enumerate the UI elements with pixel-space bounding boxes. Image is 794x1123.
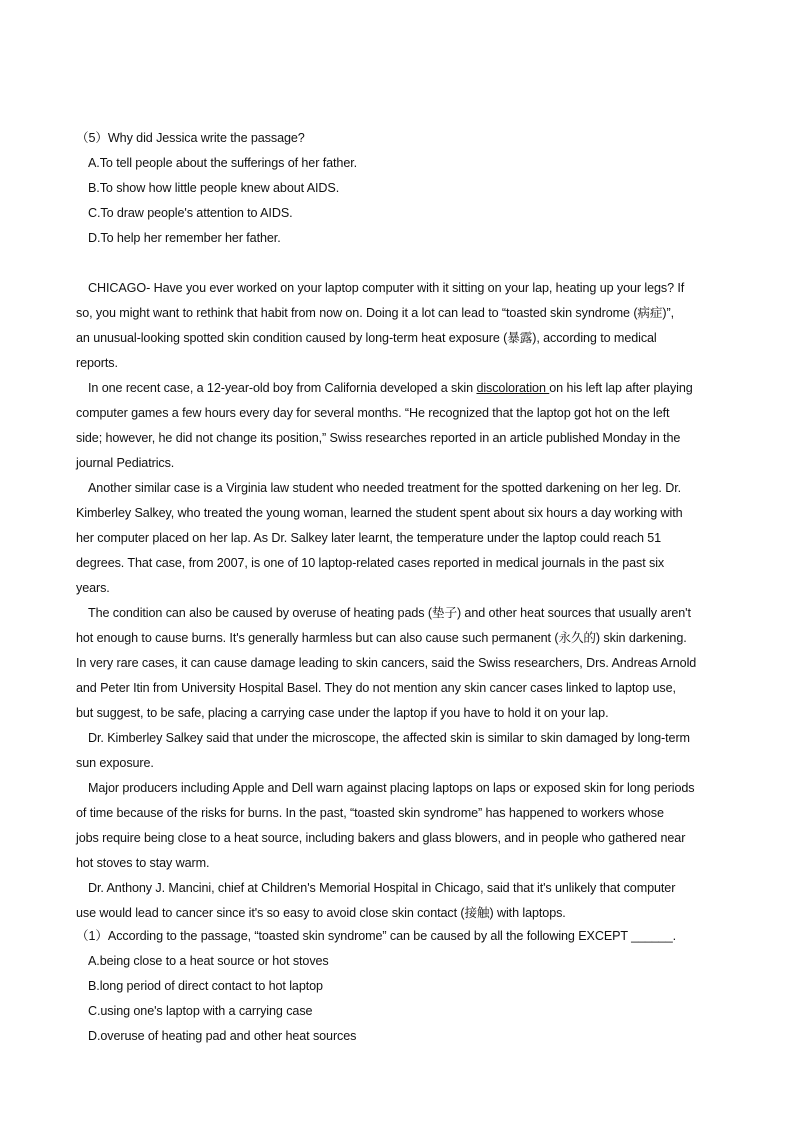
passage-line: side; however, he did not change its position,” Swiss researches reported in an article published Monday in the bbox=[76, 431, 681, 445]
option-a: A.To tell people about the sufferings of her father. bbox=[88, 156, 358, 170]
passage-line: hot enough to cause burns. It's generally harmless but can also cause such permanent (永久的) skin darkening. bbox=[76, 631, 687, 645]
passage-line: The condition can also be caused by overuse of heating pads (垫子) and other heat sources that usually aren't bbox=[88, 606, 691, 620]
passage-line: computer games a few hours every day for several months. “He recognized that the laptop got hot on the left bbox=[76, 406, 670, 420]
passage-line: years. bbox=[76, 581, 110, 595]
passage-line: sun exposure. bbox=[76, 756, 154, 770]
passage-line: use would lead to cancer since it's so easy to avoid close skin contact (接触) with laptops. bbox=[76, 906, 566, 920]
paragraph-3 bbox=[76, 476, 724, 601]
question-text: （5）Why did Jessica write the passage? bbox=[76, 131, 305, 145]
question-1 bbox=[76, 924, 724, 1049]
passage-line: degrees. That case, from 2007, is one of 10 laptop-related cases reported in medical journals in the past six bbox=[76, 556, 665, 570]
passage-line: Another similar case is a Virginia law student who needed treatment for the spotted darkening on her leg. Dr. bbox=[88, 481, 682, 495]
passage-line: an unusual-looking spotted skin condition caused by long-term heat exposure (暴露), according to medical bbox=[76, 331, 657, 345]
paragraph-1 bbox=[76, 276, 724, 376]
paragraph-6 bbox=[76, 776, 724, 876]
question-text: （1）According to the passage, “toasted skin syndrome” can be caused by all the following EXCEPT ______. bbox=[76, 929, 677, 943]
option-c: C.using one's laptop with a carrying case bbox=[88, 1004, 313, 1018]
passage-line: her computer placed on her lap. As Dr. Salkey later learnt, the temperature under the laptop could reach 51 bbox=[76, 531, 662, 545]
question-5 bbox=[76, 126, 724, 251]
passage-line: and Peter Itin from University Hospital Basel. They do not mention any skin cancer cases linked to laptop use, bbox=[76, 681, 676, 695]
paragraph-4 bbox=[76, 601, 724, 726]
paragraph-2 bbox=[76, 376, 724, 476]
option-b: B.To show how little people knew about AIDS. bbox=[88, 181, 340, 195]
passage-line: Dr. Anthony J. Mancini, chief at Children's Memorial Hospital in Chicago, said that it's unlikely that computer bbox=[88, 881, 676, 895]
passage-line: Kimberley Salkey, who treated the young woman, learned the student spent about six hours a day working with bbox=[76, 506, 683, 520]
option-c: C.To draw people's attention to AIDS. bbox=[88, 206, 293, 220]
option-d: D.To help her remember her father. bbox=[88, 231, 281, 245]
passage-line: so, you might want to rethink that habit from now on. Doing it a lot can lead to “toasted skin syndrome (病症)”, bbox=[76, 306, 674, 320]
option-d: D.overuse of heating pad and other heat sources bbox=[88, 1029, 357, 1043]
passage-line: hot stoves to stay warm. bbox=[76, 856, 210, 870]
text-before-underline: In one recent case, a 12-year-old boy from California developed a skin bbox=[88, 381, 477, 395]
underlined-word: discoloration bbox=[476, 381, 550, 395]
passage-line: journal Pediatrics. bbox=[76, 456, 175, 470]
passage-line: CHICAGO- Have you ever worked on your laptop computer with it sitting on your lap, heating up your legs? If bbox=[88, 281, 685, 295]
passage-line: of time because of the risks for burns. In the past, “toasted skin syndrome” has happened to workers whose bbox=[76, 806, 664, 820]
text-after-underline: on his left lap after playing bbox=[549, 381, 693, 395]
option-b: B.long period of direct contact to hot laptop bbox=[88, 979, 323, 993]
passage-line: Dr. Kimberley Salkey said that under the microscope, the affected skin is similar to skin damaged by long-term bbox=[88, 731, 690, 745]
passage-line: jobs require being close to a heat source, including bakers and glass blowers, and in people who gathered near bbox=[76, 831, 686, 845]
option-a: A.being close to a heat source or hot stoves bbox=[88, 954, 329, 968]
paragraph-5 bbox=[76, 726, 724, 776]
passage-line: but suggest, to be safe, placing a carrying case under the laptop if you have to hold it on your lap. bbox=[76, 706, 609, 720]
paragraph-7 bbox=[76, 876, 724, 926]
passage-line: reports. bbox=[76, 356, 118, 370]
reading-passage bbox=[76, 276, 724, 926]
passage-line bbox=[76, 376, 724, 401]
passage-line: In very rare cases, it can cause damage leading to skin cancers, said the Swiss researchers, Drs. Andreas Arnold bbox=[76, 656, 697, 670]
passage-line: Major producers including Apple and Dell warn against placing laptops on laps or exposed skin for long periods bbox=[88, 781, 695, 795]
